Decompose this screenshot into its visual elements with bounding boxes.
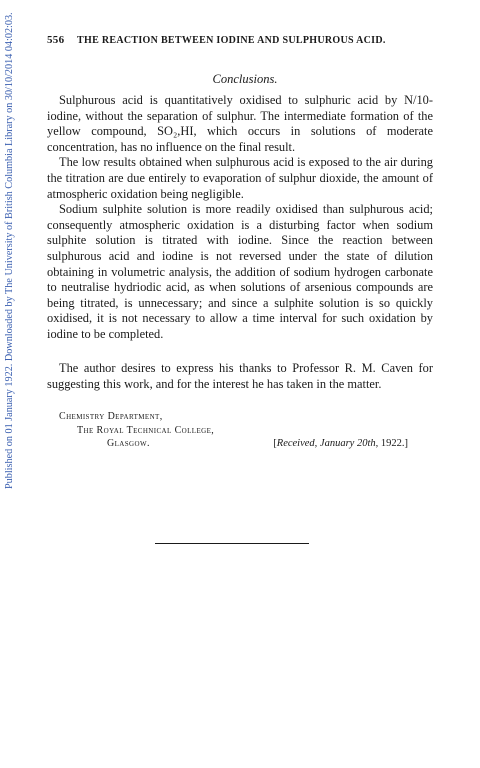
- received-year: 1922.: [380, 438, 405, 449]
- running-header: [47, 34, 443, 46]
- paragraph-3: Sodium sulphite solution is more readily oxidised than sulphurous acid; consequently atmospheric oxidation is a disturbing factor when sodium sulphite solution is titrated with iodine. Since the reaction between sulphurous acid and iodine is not reversed under the state of dilution obtaining in volumetric analysis, the addition of sodium hydrogen carbonate to neutralise hydriodic acid, as when solutions of arsenious compounds are being titrated, is unnecessary; and since a sulphite solution is so quickly oxidised, it is not necessary to allow a time interval for such oxidation by iodine to be completed.: [47, 202, 433, 341]
- section-title: Conclusions.: [212, 72, 278, 86]
- address-line-3-row: [47, 437, 443, 451]
- address-line-1: Chemistry Department,: [59, 411, 163, 422]
- download-watermark: Published on 01 January 1922. Downloaded by The University of British Columbia Library on 30/10/2014 04:02:03.: [4, 12, 15, 489]
- acknowledgement: The author desires to express his thanks to Professor R. M. Caven for suggesting this work, and for the interest he has taken in the matter.: [47, 361, 433, 391]
- address-line-2: The Royal Technical College,: [77, 424, 215, 436]
- received-label: Received, January 20th,: [276, 438, 379, 449]
- acknowledgement-block: [47, 361, 433, 392]
- end-rule: [155, 543, 309, 544]
- paragraph-1: Sulphurous acid is quantitatively oxidised to sulphuric acid by N/10-iodine, without the separation of sulphur. The intermediate formation of the yellow compound, SO₂,HI, which occurs in solutions of moderate concentration, has no influence on the final result.: [47, 93, 433, 154]
- running-title: THE REACTION BETWEEN IODINE AND SULPHUROUS ACID.: [77, 35, 386, 46]
- address-line-3: Glasgow.: [107, 438, 150, 449]
- received-date: [Received, January 20th, 1922.]: [273, 438, 408, 449]
- page-number: 556: [47, 34, 65, 46]
- author-address: [47, 410, 443, 451]
- conclusions-body: [47, 93, 433, 343]
- paragraph-2: The low results obtained when sulphurous acid is exposed to the air during the titration are due entirely to evaporation of sulphur dioxide, the amount of atmospheric oxidation being negligible.: [47, 155, 433, 201]
